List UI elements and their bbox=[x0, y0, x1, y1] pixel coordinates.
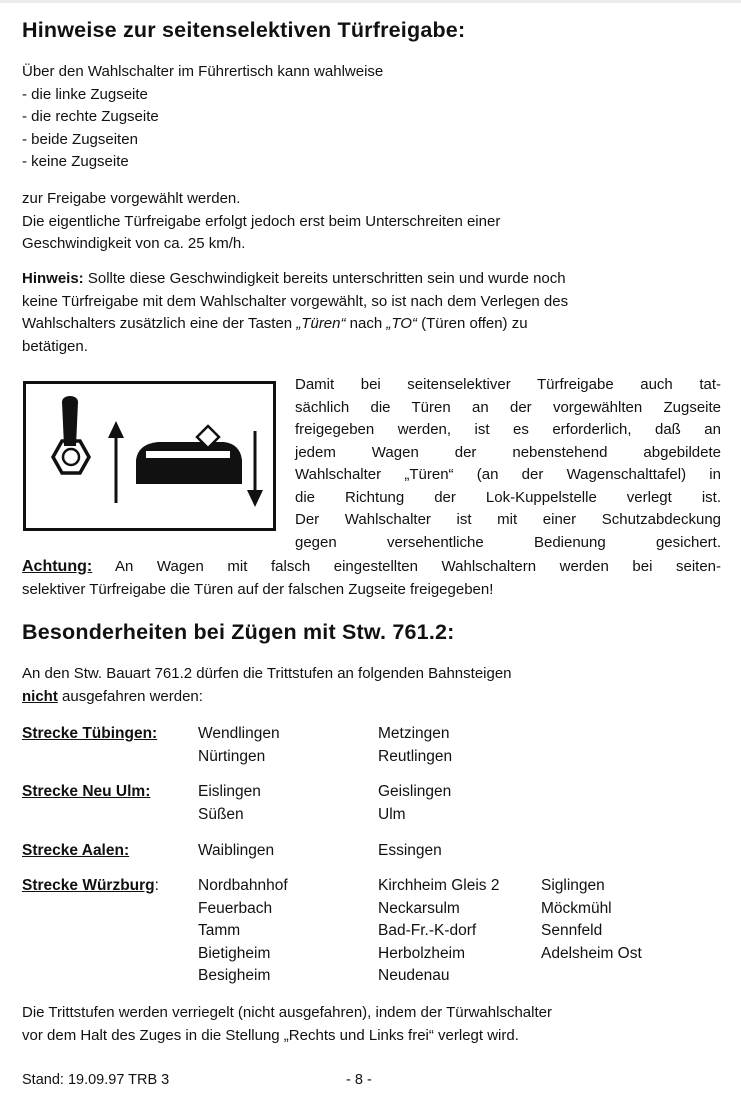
route-col2: Kirchheim Gleis 2 Neckarsulm Bad-Fr.-K-dorf Herbolzheim Neudenau bbox=[378, 877, 500, 984]
release-line: Die eigentliche Türfreigabe erfolgt jedoch erst beim Unterschreiten einer bbox=[22, 212, 501, 230]
route-col1: Nordbahnhof Feuerbach Tamm Bietigheim Besigheim bbox=[198, 877, 288, 984]
section1-body-2 bbox=[22, 188, 500, 256]
route-label: Strecke Würzburg bbox=[22, 877, 155, 894]
route-col3: Siglingen Möckmühl Sennfeld Adelsheim Ost bbox=[541, 877, 642, 962]
hinweis-label: Hinweis: bbox=[22, 270, 84, 287]
preselect-line: zur Freigabe vorgewählt werden. bbox=[22, 190, 241, 207]
achtung-line-1: Achtung: An Wagen mit falsch eingestellten Wahlschaltern werden bei seiten- bbox=[22, 558, 721, 575]
figure-description: Damit bei seitenselektiver Türfreigabe auch tat- sächlich die Türen an der vorgewählten Zugseite freigegeben werden, ist es erforderlich, daß an jedem Wagen der nebenstehend abgebildete Wahlschalter „Türen“ (an der Wagenschalttafel) in die Richtung der Lok-Kuppelstelle verlegt ist. Der Wahlschalter ist mit einer Schutzabdeckung gegen versehentliche Bedienung gesichert. bbox=[295, 376, 721, 551]
route-label: Strecke Neu Ulm: bbox=[22, 783, 151, 800]
hinweis-line-2: keine Türfreigabe mit dem Wahlschalter vorgewählt, so ist nach dem Verlegen des bbox=[22, 292, 569, 310]
closing-paragraph: Die Trittstufen werden verriegelt (nicht ausgefahren), indem der Türwahlschalter vor dem Halt des Zuges in die Stellung „Rechts und Links frei“ verlegt wird. bbox=[22, 1004, 552, 1044]
page-number: - 8 - bbox=[346, 1072, 372, 1088]
switch-illustration bbox=[26, 384, 273, 528]
toggle-lever-icon bbox=[62, 396, 78, 446]
key-tueren: „Türen“ bbox=[296, 315, 346, 332]
hinweis-block bbox=[22, 268, 568, 358]
section-title-tuerfreigabe: Hinweise zur seitenselektiven Türfreigabe: bbox=[22, 18, 466, 42]
hinweis-line-3: Wahlschalters zusätzlich eine der Tasten „Türen“ nach „TO“ (Türen offen) zu bbox=[22, 315, 528, 332]
route-col1: Wendlingen Nürtingen bbox=[198, 725, 280, 765]
nicht-emphasis: nicht bbox=[22, 687, 58, 705]
route-label: Strecke Aalen: bbox=[22, 842, 130, 859]
option-none: - keine Zugseite bbox=[22, 153, 129, 170]
route-col1: Eislingen Süßen bbox=[198, 783, 261, 823]
section2-intro: An den Stw. Bauart 761.2 dürfen die Trittstufen an folgenden Bahnsteigen nicht ausgefahren werden: bbox=[22, 665, 512, 705]
hinweis-line-1: Hinweis: Sollte diese Geschwindigkeit bereits unterschritten sein und wurde noch bbox=[22, 270, 566, 287]
switch-diagram bbox=[23, 381, 276, 531]
section1-body bbox=[22, 61, 383, 174]
option-both: - beide Zugseiten bbox=[22, 130, 138, 148]
route-col2: Geislingen Ulm bbox=[378, 783, 452, 823]
achtung-label: Achtung: bbox=[22, 558, 93, 575]
footer-stand: Stand: 19.09.97 TRB 3 bbox=[22, 1072, 170, 1088]
option-right: - die rechte Zugseite bbox=[22, 108, 159, 125]
route-col2: Metzingen Reutlingen bbox=[378, 725, 453, 765]
route-col2: Essingen bbox=[378, 842, 442, 859]
speed-line: Geschwindigkeit von ca. 25 km/h. bbox=[22, 235, 246, 252]
achtung-block bbox=[22, 556, 721, 601]
hinweis-line-4: betätigen. bbox=[22, 337, 88, 355]
intro-line: Über den Wahlschalter im Führertisch kann wahlweise bbox=[22, 63, 384, 80]
section-title-stw: Besonderheiten bei Zügen mit Stw. 761.2: bbox=[22, 620, 455, 644]
route-col1: Waiblingen bbox=[198, 842, 275, 859]
rail-vehicle-icon bbox=[136, 442, 242, 484]
key-to: „TO“ bbox=[386, 315, 417, 332]
route-label-wrap: Strecke Würzburg: bbox=[22, 877, 159, 894]
achtung-line-2: selektiver Türfreigabe die Türen auf der falschen Zugseite freigegeben! bbox=[22, 580, 494, 598]
option-left: - die linke Zugseite bbox=[22, 85, 148, 103]
scan-edge bbox=[0, 0, 741, 3]
route-label: Strecke Tübingen: bbox=[22, 725, 158, 742]
